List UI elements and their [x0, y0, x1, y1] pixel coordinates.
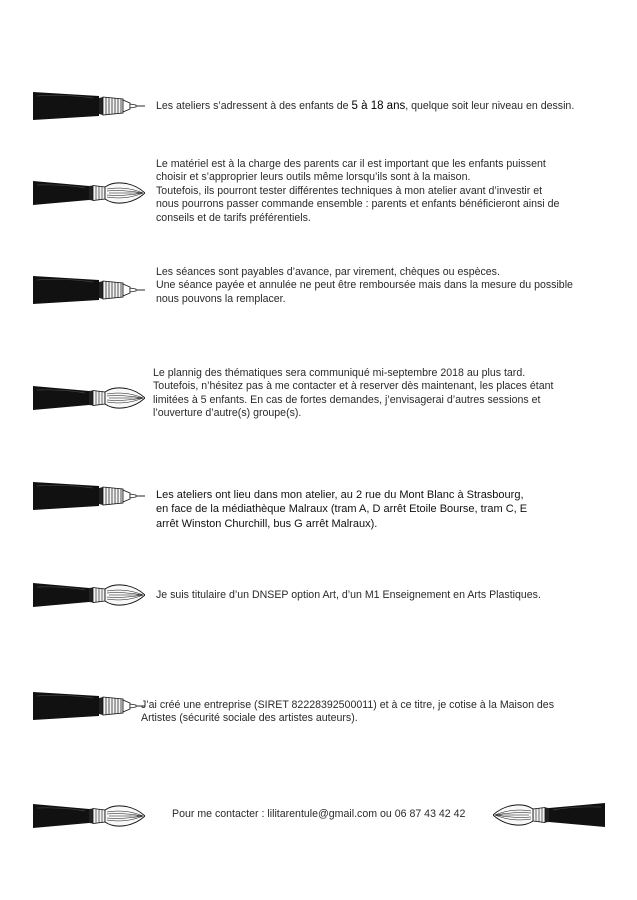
text-segment: , quelque soit leur niveau en dessin.: [405, 100, 575, 112]
info-text: [141, 699, 554, 726]
text-line: J’ai créé une entreprise (SIRET 82228392500011) et à ce titre, je cotise à la Maison des: [141, 699, 555, 711]
info-text: [156, 100, 574, 113]
text-line: Toutefois, ils pourront tester différentes techniques à mon atelier avant d’investir et: [156, 184, 543, 197]
text-line: nous pouvons la remplacer.: [156, 292, 286, 305]
text-line: choisir et s’approprier leurs outils même lorsqu’ils sont à la maison.: [156, 171, 471, 184]
text-line: Toutefois, n’hésitez pas à me contacter et à reserver dès maintenant, les places étant: [153, 380, 554, 393]
text-line: Les séances sont payables d’avance, par virement, chèques ou espèces.: [156, 266, 500, 278]
paintbrush-icon: [33, 801, 145, 831]
text-line: Artistes (sécurité sociale des artistes auteurs).: [141, 712, 358, 725]
text-line: arrêt Winston Churchill, bus G arrêt Malraux).: [156, 517, 378, 530]
info-text: [156, 158, 559, 225]
text-line: conseils et de tarifs préférentiels.: [156, 211, 311, 224]
text-line: limitées à 5 enfants. En cas de fortes demandes, j’envisagerai d’autres sessions et: [153, 393, 541, 406]
fineliner-pen-icon: [33, 274, 145, 306]
fineliner-pen-icon: [33, 480, 145, 512]
paintbrush-icon: [33, 580, 145, 610]
text-line: l’ouverture d’autre(s) groupe(s).: [153, 407, 302, 420]
text-line: Je suis titulaire d’un DNSEP option Art, d’un M1 Enseignement en Arts Plastiques.: [156, 589, 541, 601]
text-line: nous pourrons passer commande ensemble : parents et enfants bénéficieront ainsi de: [156, 198, 560, 211]
paintbrush-icon: [33, 383, 145, 413]
paintbrush-icon: [33, 178, 145, 208]
text-line: Le matériel est à la charge des parents car il est important que les enfants puissent: [156, 158, 546, 170]
fineliner-pen-icon: [33, 690, 145, 722]
text-line: Une séance payée et annulée ne peut être remboursée mais dans la mesure du possible: [156, 279, 573, 292]
text-line: Les ateliers ont lieu dans mon atelier, au 2 rue du Mont Blanc à Strasbourg,: [156, 489, 524, 501]
info-text: [156, 488, 527, 531]
text-segment: Les ateliers s’adressent à des enfants de: [156, 100, 352, 112]
paintbrush-icon: [493, 800, 605, 830]
age-range-highlight: 5 à 18 ans: [351, 100, 406, 112]
fineliner-pen-icon: [33, 90, 145, 122]
text-line: Le plannig des thématiques sera communiqué mi-septembre 2018 au plus tard.: [153, 367, 526, 379]
text-line: en face de la médiathèque Malraux (tram A, D arrêt Etoile Bourse, tram C, E: [156, 503, 528, 516]
info-text: [156, 589, 541, 602]
contact-line: Pour me contacter : lilitarentule@gmail.com ou 06 87 43 42 42: [172, 808, 466, 820]
info-text: [153, 367, 553, 421]
info-text: [156, 266, 573, 306]
